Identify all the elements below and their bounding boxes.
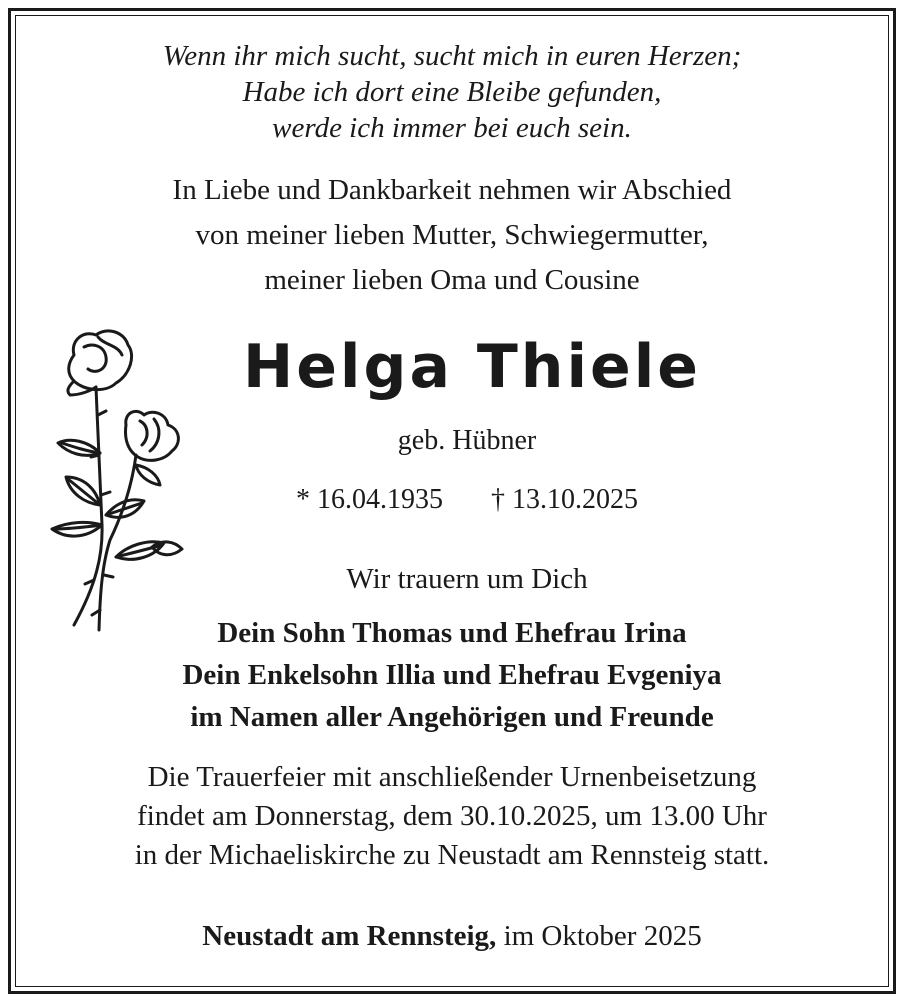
closing-place: Neustadt am Rennsteig,	[202, 920, 497, 952]
quote-line-1: Wenn ihr mich sucht, sucht mich in euren Herzen;	[162, 40, 742, 72]
service-line-1: Die Trauerfeier mit anschließender Urnenbeisetzung	[147, 761, 757, 793]
closing-date: im Oktober 2025	[503, 920, 702, 952]
family-line-2: Dein Enkelsohn Illia und Ehefrau Evgeniya	[182, 659, 722, 691]
deceased-name: Helga Thiele	[243, 332, 701, 402]
rose-icon	[44, 325, 194, 635]
birth-name: geb. Hübner	[397, 425, 537, 456]
birth-date: * 16.04.1935	[296, 484, 443, 515]
quote-line-2: Habe ich dort eine Bleibe gefunden,	[242, 76, 662, 108]
service-line-2: findet am Donnerstag, dem 30.10.2025, um 13.00 Uhr	[137, 800, 767, 832]
death-date: † 13.10.2025	[491, 484, 638, 515]
family-line-3: im Namen aller Angehörigen und Freunde	[190, 701, 714, 733]
intro-line-1: In Liebe und Dankbarkeit nehmen wir Abschied	[172, 174, 732, 206]
intro-line-2: von meiner lieben Mutter, Schwiegermutter,	[195, 219, 709, 251]
service-line-3: in der Michaeliskirche zu Neustadt am Rennsteig statt.	[134, 839, 770, 871]
family-line-1: Dein Sohn Thomas und Ehefrau Irina	[217, 617, 687, 649]
quote-line-3: werde ich immer bei euch sein.	[272, 112, 632, 144]
closing-line	[0, 920, 904, 953]
mourning-text: Wir trauern um Dich	[346, 563, 588, 595]
intro-line-3: meiner lieben Oma und Cousine	[264, 264, 640, 296]
